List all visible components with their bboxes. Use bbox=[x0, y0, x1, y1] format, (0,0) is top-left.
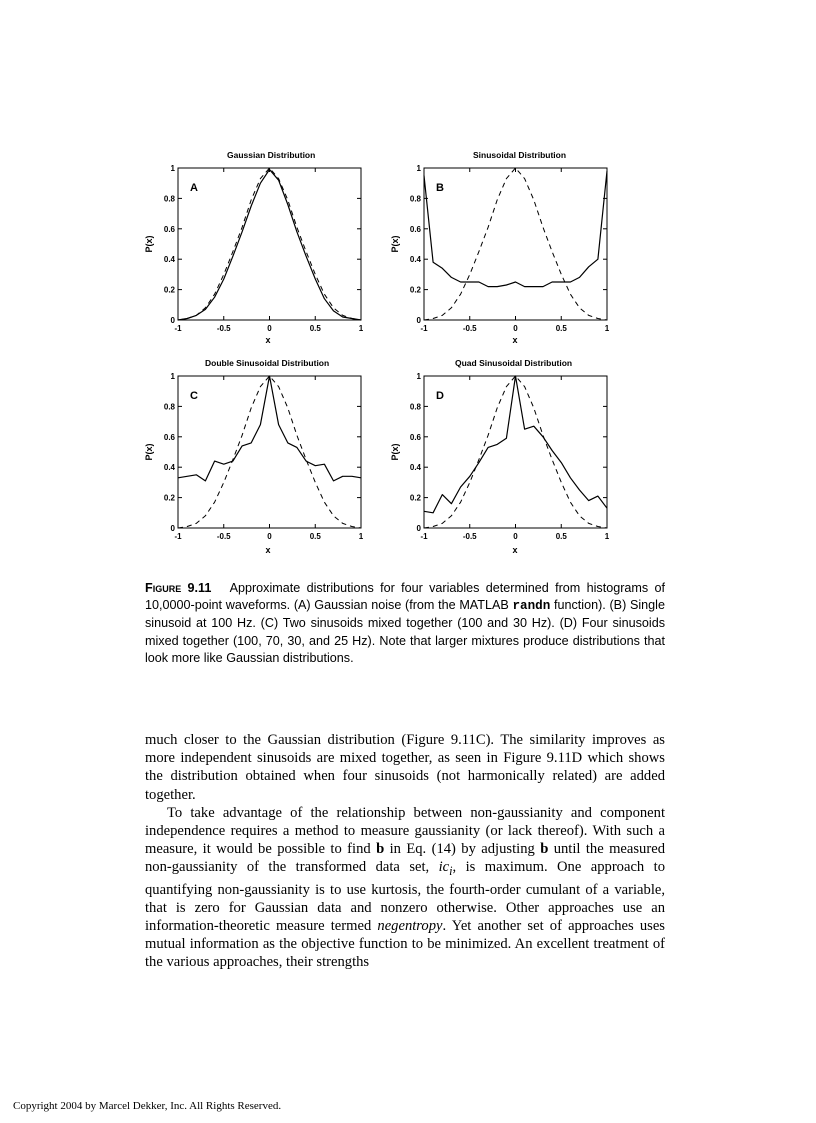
panel-b-sinusoidal bbox=[390, 150, 610, 345]
series-histogram bbox=[178, 170, 361, 321]
caption-code: randn bbox=[512, 599, 551, 614]
x-tick-label: -0.5 bbox=[462, 532, 477, 541]
plot-frame bbox=[178, 168, 361, 320]
p2-text-e: , is maximum. One approach to quantifying non-gaussianity is to use kurtosis, the fourth-order cumulant of a variable, that is zero for Gaussian data and nonzero otherwise. Other approaches use an information-theoretic measure termed bbox=[145, 859, 666, 934]
x-tick-label: 1 bbox=[604, 324, 610, 333]
y-tick-label: 0.6 bbox=[163, 432, 175, 442]
y-tick-label: 0.6 bbox=[409, 224, 421, 234]
x-axis-label: x bbox=[512, 545, 518, 555]
x-tick-label: 1 bbox=[604, 532, 610, 541]
y-tick-label: 0.4 bbox=[163, 463, 175, 473]
x-tick-label: 0.5 bbox=[309, 324, 321, 333]
vector-b-2: b bbox=[540, 841, 549, 858]
y-tick-label: 1 bbox=[170, 164, 175, 173]
y-tick-label: 0.8 bbox=[409, 402, 421, 412]
caption-label: Figure 9.11 bbox=[145, 581, 212, 595]
x-tick-label: 0 bbox=[513, 324, 518, 333]
x-axis-label: x bbox=[512, 335, 518, 345]
plot-frame bbox=[424, 376, 607, 528]
x-tick-label: 0.5 bbox=[555, 324, 567, 333]
x-tick-label: -1 bbox=[420, 532, 428, 541]
copyright-footer: Copyright 2004 by Marcel Dekker, Inc. All Rights Reserved. bbox=[13, 1100, 282, 1112]
chart-title: Quad Sinusoidal Distribution bbox=[455, 358, 573, 368]
x-tick-label: 0 bbox=[267, 324, 272, 333]
y-tick-label: 1 bbox=[416, 164, 421, 173]
x-tick-label: -0.5 bbox=[462, 324, 477, 333]
y-tick-label: 0.8 bbox=[163, 194, 175, 204]
panel-letter: C bbox=[190, 390, 198, 402]
y-tick-label: 0.6 bbox=[409, 432, 421, 442]
panel-letter: A bbox=[190, 182, 198, 194]
ic-symbol: ic bbox=[438, 859, 450, 876]
figure-caption bbox=[145, 580, 665, 667]
caption-text-2: function). (B) Single sinusoid at 100 Hz. (C) Two sinusoids mixed together (100 and 30 Hz). (D) Four sinusoids mixed together (100, 70, 30, and 25 Hz). Note that larger mixtures produce distributions that look more like Gaussian distributions. bbox=[145, 598, 665, 665]
y-tick-label: 0 bbox=[170, 524, 175, 533]
x-axis-label: x bbox=[265, 335, 271, 345]
y-tick-label: 0.2 bbox=[409, 285, 421, 295]
panel-a-gaussian bbox=[144, 150, 364, 345]
panel-d-quad-sinusoidal bbox=[390, 358, 610, 555]
chart-title: Double Sinusoidal Distribution bbox=[205, 358, 330, 368]
series-histogram bbox=[424, 171, 607, 287]
p2-text-a: To take advantage of the relationship between non-gaussianity and component independence requires a method to measure gaussianity (or lack thereof). With such a measure, it would be possible to find bbox=[145, 804, 665, 858]
y-tick-label: 0 bbox=[416, 316, 421, 325]
series-gaussian bbox=[424, 376, 607, 528]
p2-text-c: in Eq. (14) by adjusting bbox=[384, 841, 541, 858]
series-gaussian bbox=[178, 376, 361, 528]
x-tick-label: -1 bbox=[420, 324, 428, 333]
y-tick-label: 0 bbox=[416, 524, 421, 533]
y-tick-label: 0.6 bbox=[163, 224, 175, 234]
chart-title: Gaussian Distribution bbox=[227, 150, 316, 160]
y-tick-label: 0.2 bbox=[163, 493, 175, 503]
body-text bbox=[145, 731, 665, 972]
series-histogram bbox=[178, 376, 361, 481]
x-tick-label: -0.5 bbox=[216, 324, 231, 333]
y-tick-label: 0.2 bbox=[409, 493, 421, 503]
y-tick-label: 0.2 bbox=[163, 285, 175, 295]
ic-subscript: i bbox=[449, 864, 453, 879]
y-tick-label: 1 bbox=[416, 372, 421, 381]
panel-letter: D bbox=[436, 390, 444, 402]
y-tick-label: 0.4 bbox=[409, 255, 421, 265]
x-tick-label: 0 bbox=[513, 532, 518, 541]
x-axis-label: x bbox=[265, 545, 271, 555]
x-tick-label: 1 bbox=[358, 324, 364, 333]
p2-text-d: until the measured non-gaussianity of the transformed data set, bbox=[145, 841, 665, 876]
y-axis-label: P(x) bbox=[390, 235, 400, 253]
x-tick-label: -0.5 bbox=[216, 532, 231, 541]
caption-text-1: Approximate distributions for four variables determined from histograms of 10,0000-point waveforms. (A) Gaussian noise (from the MATLAB bbox=[145, 581, 665, 613]
y-axis-label: P(x) bbox=[390, 443, 400, 461]
y-axis-label: P(x) bbox=[144, 443, 154, 461]
x-tick-label: 0.5 bbox=[309, 532, 321, 541]
y-tick-label: 1 bbox=[170, 372, 175, 381]
y-tick-label: 0 bbox=[170, 316, 175, 325]
plot-frame bbox=[424, 168, 607, 320]
y-tick-label: 0.4 bbox=[163, 255, 175, 265]
x-tick-label: 0 bbox=[267, 532, 272, 541]
panel-c-double-sinusoidal bbox=[144, 358, 364, 555]
x-tick-label: 1 bbox=[358, 532, 364, 541]
series-gaussian bbox=[424, 168, 607, 320]
y-tick-label: 0.4 bbox=[409, 463, 421, 473]
y-tick-label: 0.8 bbox=[163, 402, 175, 412]
x-tick-label: 0.5 bbox=[555, 532, 567, 541]
paragraph-1: much closer to the Gaussian distribution (Figure 9.11C). The similarity improves as more independent sinusoids are mixed together, as seen in Figure 9.11D which shows the distribution obtained when four sinusoids (not harmonically related) are added together. bbox=[145, 732, 665, 803]
series-gaussian bbox=[178, 168, 361, 320]
negentropy-term: negentropy bbox=[377, 917, 443, 934]
vector-b: b bbox=[376, 841, 385, 858]
y-axis-label: P(x) bbox=[144, 235, 154, 253]
plot-frame bbox=[178, 376, 361, 528]
x-tick-label: -1 bbox=[174, 324, 182, 333]
chart-title: Sinusoidal Distribution bbox=[473, 150, 567, 160]
y-tick-label: 0.8 bbox=[409, 194, 421, 204]
x-tick-label: -1 bbox=[174, 532, 182, 541]
p2-text-f: . Yet another set of approaches uses mutual information as the objective function to be minimized. An excellent treatment of the various approaches, their strengths bbox=[145, 917, 665, 971]
paragraph-2 bbox=[145, 804, 665, 972]
panel-letter: B bbox=[436, 182, 444, 194]
series-histogram bbox=[424, 376, 607, 513]
